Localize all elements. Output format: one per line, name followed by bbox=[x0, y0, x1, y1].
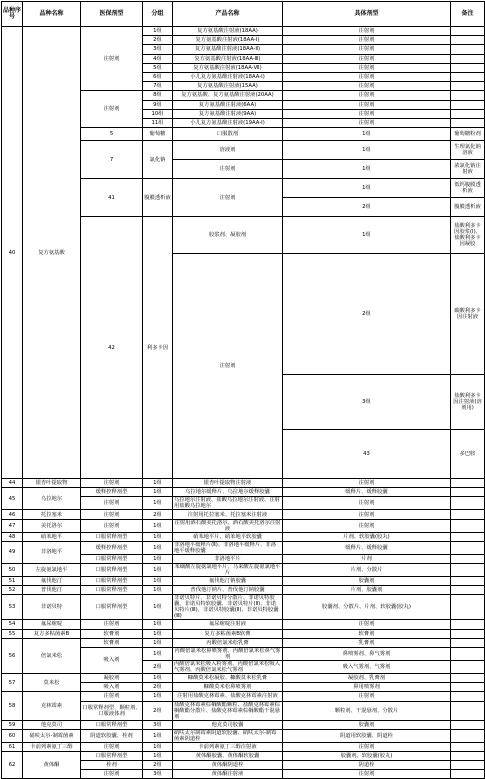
header-row bbox=[2, 2, 485, 27]
table-cell: 普伐他汀 bbox=[23, 586, 81, 595]
table-cell: 胶囊剂 bbox=[283, 577, 451, 586]
table-row bbox=[2, 586, 485, 595]
table-cell: 注射剂 bbox=[173, 254, 283, 479]
table-row bbox=[2, 629, 485, 638]
table-cell: 注射剂 bbox=[283, 510, 451, 519]
table-cell: 61 bbox=[2, 742, 23, 751]
table-cell bbox=[451, 729, 485, 742]
table-cell bbox=[451, 701, 485, 720]
table-cell: 非洛地平 bbox=[23, 541, 81, 563]
table-cell: 盐酸克林霉素棕榈酸酯颗粒、盐酸克林霉素棕榈酸酯分散片、盐酸克林霉素棕榈酸酯干混悬剂 bbox=[173, 701, 283, 720]
table-row bbox=[2, 620, 485, 629]
table-cell: 非诺贝特片、非诺贝特分散片、非诺贝特胶囊、非诺贝特软胶囊、非诺贝特片(Ⅱ)、非诺贝特片(Ⅲ)、非诺贝特胶囊(Ⅱ)、非诺贝特胶囊(Ⅲ) bbox=[173, 595, 283, 620]
header-remarks: 备注 bbox=[451, 2, 485, 27]
table-cell: 复方氨基酸注射液(18AA) bbox=[173, 27, 283, 36]
table-cell: 多巴胺 bbox=[451, 430, 485, 479]
table-cell: 注射剂 bbox=[283, 91, 451, 100]
table-cell: 吸入气雾剂、气雾剂 bbox=[283, 660, 451, 673]
table-cell: 碳酸利多卡因注射液 bbox=[451, 254, 485, 375]
table-cell: 60 bbox=[2, 729, 23, 742]
table-cell: 注射剂 bbox=[81, 27, 143, 91]
table-row bbox=[2, 673, 485, 682]
table-cell: 注射剂 bbox=[81, 479, 143, 488]
table-cell: 51 bbox=[2, 577, 23, 586]
table-cell bbox=[451, 586, 485, 595]
table-cell: 复方氨基酸注射液(18AA-Ⅲ) bbox=[173, 54, 283, 63]
table-cell: 复方氨基酸注射液(15AA) bbox=[173, 82, 283, 91]
table-cell: 糠酸莫米松鼻喷雾剂 bbox=[173, 683, 283, 692]
table-row bbox=[2, 720, 485, 729]
table-cell: 硝呋太尔制霉素阴道软胶囊、硝呋太尔-制霉菌素阴道栓 bbox=[173, 729, 283, 742]
table-cell: 7 bbox=[81, 141, 143, 179]
table-cell: 注射剂 bbox=[283, 118, 451, 127]
table-cell: 糠酸莫米松凝胶、糠酸莫米松乳膏 bbox=[173, 673, 283, 682]
table-cell: 丙酸倍氯米松吸入粉雾剂、丙酸倍氯米松吸入气雾剂、丙酸倍氯米松气雾剂 bbox=[173, 660, 283, 673]
table-cell bbox=[451, 45, 485, 54]
header-group: 分组 bbox=[143, 2, 173, 27]
table-cell bbox=[451, 109, 485, 118]
table-cell: 黄体酮 bbox=[23, 751, 81, 779]
table-cell: 1组 bbox=[143, 742, 173, 751]
table-cell bbox=[451, 620, 485, 629]
table-cell bbox=[451, 510, 485, 519]
table-cell: 58 bbox=[2, 692, 23, 720]
table-cell: 美托洛尔 bbox=[23, 519, 81, 532]
table-cell bbox=[451, 647, 485, 660]
table-cell: 50 bbox=[2, 564, 23, 577]
table-cell: 注射剂 bbox=[283, 497, 451, 510]
table-row bbox=[2, 479, 485, 488]
table-cell: 1组 bbox=[143, 479, 173, 488]
table-cell: 1组 bbox=[143, 629, 173, 638]
table-row bbox=[2, 742, 485, 751]
table-cell: 1组 bbox=[143, 541, 173, 554]
table-cell: 口服常释剂型 bbox=[81, 720, 143, 729]
table-cell: 45 bbox=[2, 488, 23, 510]
table-cell: 2组 bbox=[143, 660, 173, 673]
table-cell: 腹膜透析液 bbox=[143, 179, 173, 217]
table-cell bbox=[451, 595, 485, 620]
table-cell: 8组 bbox=[143, 91, 173, 100]
table-cell bbox=[451, 54, 485, 63]
table-cell: 1组 bbox=[143, 729, 173, 742]
table-cell bbox=[451, 761, 485, 770]
table-cell bbox=[451, 770, 485, 779]
table-cell: 注射剂 bbox=[283, 519, 451, 532]
table-cell: 口服常释剂型 bbox=[81, 554, 143, 563]
table-cell: 2组 bbox=[143, 701, 173, 720]
table-cell: 氟尿嘧啶注射液 bbox=[173, 620, 283, 629]
table-cell: 复方多粘菌素B软膏 bbox=[173, 629, 283, 638]
table-cell: 口服常释剂型 bbox=[81, 595, 143, 620]
table-cell bbox=[451, 82, 485, 91]
table-row bbox=[2, 564, 485, 577]
table-body bbox=[2, 27, 485, 779]
table-cell: 阴道软胶囊、栓剂 bbox=[81, 729, 143, 742]
table-cell: 1组 bbox=[143, 620, 173, 629]
table-row bbox=[2, 488, 485, 497]
table-cell: 注射剂 bbox=[81, 770, 143, 779]
table-cell: 口服常释剂型 bbox=[81, 577, 143, 586]
table-cell: 1组 bbox=[143, 488, 173, 497]
table-cell: 注射剂 bbox=[283, 479, 451, 488]
table-cell: 倍氯米松 bbox=[23, 638, 81, 673]
table-cell: 10组 bbox=[143, 109, 173, 118]
table-cell bbox=[451, 36, 485, 45]
table-row bbox=[2, 729, 485, 742]
table-cell: 莫米松 bbox=[23, 673, 81, 691]
table-cell: 56 bbox=[2, 638, 23, 673]
table-cell bbox=[451, 629, 485, 638]
table-cell: 1组 bbox=[143, 27, 173, 36]
table-cell: 丙酸倍氯米松鼻喷雾剂、丙酸倍氯米松鼻气雾剂 bbox=[173, 647, 283, 660]
table-cell: 非洛地平缓释片(Ⅱ)、非洛地平缓释片、非洛地平缓释胶囊 bbox=[173, 541, 283, 554]
table-cell: 黄体酮注射液 bbox=[173, 770, 283, 779]
table-cell: 片剂 bbox=[283, 554, 451, 563]
table-cell: 阴道栓 bbox=[283, 761, 451, 770]
table-row bbox=[2, 595, 485, 620]
table-cell: 57 bbox=[2, 673, 23, 691]
table-cell: 硝苯地平片、硝苯地平软胶囊 bbox=[173, 532, 283, 541]
table-cell bbox=[451, 118, 485, 127]
table-cell: 非洛地平片 bbox=[173, 554, 283, 563]
table-cell: 软膏剂 bbox=[81, 629, 143, 638]
table-cell: 48 bbox=[2, 532, 23, 541]
table-cell: 3组 bbox=[283, 375, 451, 430]
table-cell: 注射剂 bbox=[283, 54, 451, 63]
table-cell: 腹膜透析液 bbox=[451, 198, 485, 217]
table-cell: 注射剂 bbox=[283, 72, 451, 81]
table-cell: 4组 bbox=[143, 54, 173, 63]
table-row bbox=[2, 638, 485, 647]
table-cell: 卡前列素氨丁三醇 bbox=[23, 742, 81, 751]
table-cell: 胶囊剂、分散片、片剂、软胶囊(胶丸) bbox=[283, 595, 451, 620]
table-cell: 黄体酮阴道栓 bbox=[173, 761, 283, 770]
table-cell: 口服常释剂型 bbox=[81, 532, 143, 541]
table-cell: 吸入剂 bbox=[81, 683, 143, 692]
table-cell: 1组 bbox=[143, 673, 173, 682]
table-cell: 片剂、胶囊剂 bbox=[283, 586, 451, 595]
table-cell: 复方多粘菌素B bbox=[23, 629, 81, 638]
table-cell: 非诺贝特 bbox=[23, 595, 81, 620]
table-cell: 口服常释剂型 bbox=[81, 586, 143, 595]
table-cell bbox=[451, 63, 485, 72]
table-cell: 吸入剂 bbox=[81, 647, 143, 673]
table-cell: 49 bbox=[2, 541, 23, 563]
table-cell bbox=[451, 751, 485, 760]
table-cell: 2组 bbox=[283, 254, 451, 375]
table-cell bbox=[451, 564, 485, 577]
table-cell: 1组 bbox=[143, 586, 173, 595]
table-cell: 43 bbox=[283, 430, 451, 479]
table-cell: 44 bbox=[2, 479, 23, 488]
table-cell: 卡前列素氨丁三醇注射液 bbox=[173, 742, 283, 751]
table-cell: 1组 bbox=[143, 519, 173, 532]
table-cell bbox=[451, 100, 485, 109]
table-cell: 6组 bbox=[143, 72, 173, 81]
table-cell: 复方氨基酸 bbox=[23, 27, 81, 479]
table-cell: 注射剂 bbox=[173, 179, 283, 217]
table-cell: 软膏剂 bbox=[81, 638, 143, 647]
table-cell: 硝苯地平 bbox=[23, 532, 81, 541]
table-cell: 1组 bbox=[143, 554, 173, 563]
table-cell: 复方氨基酸注射液(6AA) bbox=[173, 100, 283, 109]
table-cell: 2组 bbox=[143, 36, 173, 45]
table-cell: 小儿复方氨基酸注射液(18AA-Ⅰ) bbox=[173, 72, 283, 81]
table-cell: 盐酸利多卡因注射液(溶剂用) bbox=[451, 375, 485, 430]
header-product-name: 产品名称 bbox=[173, 2, 283, 27]
table-cell bbox=[451, 519, 485, 532]
table-cell: 栓剂 bbox=[81, 761, 143, 770]
table-cell: 口服常释剂型、颗粒剂、口服液体剂 bbox=[81, 701, 143, 720]
table-cell: 他克莫司 bbox=[23, 720, 81, 729]
table-cell: 2组 bbox=[143, 761, 173, 770]
table-cell: 乌拉地尔缓释片、乌拉地尔缓释胶囊 bbox=[173, 488, 283, 497]
header-insurance-dosage-form: 医保剂型 bbox=[81, 2, 143, 27]
table-cell: 1组 bbox=[143, 577, 173, 586]
table-cell: 凝胶剂、乳膏剂 bbox=[283, 673, 451, 682]
table-cell: 缓释控释剂型 bbox=[81, 541, 143, 554]
table-cell: 2组 bbox=[143, 510, 173, 519]
table-cell: 注射用酒石酸美托洛尔、酒石酸美托洛尔注射液 bbox=[173, 519, 283, 532]
table-cell: 注射剂 bbox=[173, 160, 283, 179]
table-cell: 5组 bbox=[143, 63, 173, 72]
table-cell: 1组 bbox=[143, 647, 173, 660]
table-cell bbox=[451, 638, 485, 647]
table-cell bbox=[451, 91, 485, 100]
table-cell: 9组 bbox=[143, 100, 173, 109]
drug-catalog-table bbox=[1, 1, 485, 779]
table-cell: 55 bbox=[2, 629, 23, 638]
table-cell: 他克莫司胶囊 bbox=[173, 720, 283, 729]
table-cell: 口服常释剂型 bbox=[81, 564, 143, 577]
table-cell: 注射剂 bbox=[81, 692, 143, 701]
table-row bbox=[2, 27, 485, 36]
table-cell: 缓释控释剂型 bbox=[81, 488, 143, 497]
table-cell: 注射剂 bbox=[81, 91, 143, 128]
table-cell bbox=[451, 479, 485, 488]
table-cell: 复方氨基酸注射液(9AA) bbox=[173, 109, 283, 118]
table-cell: 氟尿嘧啶 bbox=[23, 620, 81, 629]
table-cell: 59 bbox=[2, 720, 23, 729]
table-cell: 注射剂 bbox=[81, 620, 143, 629]
table-cell: 1组 bbox=[143, 751, 173, 760]
table-cell: 42 bbox=[81, 217, 143, 479]
table-cell: 11组 bbox=[143, 118, 173, 127]
table-cell: 丙酸倍氯米松乳膏 bbox=[173, 638, 283, 647]
table-cell: 复方氨基酸注射液(18AA-Ⅱ) bbox=[173, 45, 283, 54]
table-cell: 银杏叶提取物注射液 bbox=[173, 479, 283, 488]
table-cell: 3组 bbox=[143, 45, 173, 54]
table-cell: 54 bbox=[2, 620, 23, 629]
table-cell: 1组 bbox=[283, 179, 451, 198]
table-cell: 注射剂 bbox=[283, 27, 451, 36]
table-cell: 1组 bbox=[143, 638, 173, 647]
table-cell bbox=[451, 72, 485, 81]
table-cell: 复方氨基酸注射液(18AA-Ⅰ) bbox=[173, 36, 283, 45]
table-cell: 1组 bbox=[283, 160, 451, 179]
table-cell bbox=[451, 720, 485, 729]
table-cell: 左旋氨氯地平 bbox=[23, 564, 81, 577]
table-cell: 葡萄糖粉剂 bbox=[451, 128, 485, 141]
table-cell bbox=[451, 673, 485, 682]
table-cell: 胶囊剂 bbox=[283, 720, 451, 729]
table-cell: 46 bbox=[2, 510, 23, 519]
table-cell: 41 bbox=[81, 179, 143, 217]
table-cell: 硝呋太尔-制霉菌素 bbox=[23, 729, 81, 742]
table-cell: 复方氨基酸、复方氨基酸注射液(20AA) bbox=[173, 91, 283, 100]
table-cell: 普伐他汀钠片、普伐他汀钠胶囊 bbox=[173, 586, 283, 595]
table-cell: 2组 bbox=[283, 198, 451, 217]
table-cell: 盐酸利多卡因胶浆(Ⅰ)、盐酸利多卡因凝胶 bbox=[451, 217, 485, 254]
table-cell: 1组 bbox=[143, 532, 173, 541]
table-cell: 注射剂 bbox=[283, 100, 451, 109]
table-cell: 黄体酮胶囊、黄体酮软胶囊 bbox=[173, 751, 283, 760]
table-cell: 1组 bbox=[283, 141, 451, 160]
table-cell: 软膏剂 bbox=[283, 629, 451, 638]
table-cell bbox=[451, 683, 485, 692]
table-cell: 浓氯化钠注射液 bbox=[451, 160, 485, 179]
table-cell: 注射剂 bbox=[81, 519, 143, 532]
table-row bbox=[2, 510, 485, 519]
table-cell: 47 bbox=[2, 519, 23, 532]
table-cell: 氯化钠 bbox=[143, 141, 173, 179]
table-cell: 1组 bbox=[283, 128, 451, 141]
table-cell: 7组 bbox=[143, 82, 173, 91]
table-cell: 颗粒剂、干混悬剂、分散片 bbox=[283, 701, 451, 720]
table-cell: 1组 bbox=[283, 217, 451, 254]
table-cell bbox=[451, 541, 485, 554]
table-row bbox=[2, 519, 485, 532]
table-cell: 注射剂 bbox=[283, 109, 451, 118]
table-cell: 凝胶剂 bbox=[81, 673, 143, 682]
table-cell: 利多卡因 bbox=[143, 217, 173, 479]
table-cell: 1组 bbox=[143, 692, 173, 701]
table-cell bbox=[451, 577, 485, 586]
table-cell: 注射剂 bbox=[283, 45, 451, 54]
table-cell: 阴道用软胶囊、阴道栓 bbox=[283, 729, 451, 742]
table-row bbox=[2, 751, 485, 760]
table-cell bbox=[451, 660, 485, 673]
header-specific-dosage-form: 具体剂型 bbox=[283, 2, 451, 27]
table-cell: 3组 bbox=[143, 770, 173, 779]
table-row bbox=[2, 692, 485, 701]
table-cell: 片剂、分散片 bbox=[283, 564, 451, 577]
table-cell: 注射用托拉塞米、托拉塞米注射液 bbox=[173, 510, 283, 519]
table-cell: 生理氯化钠溶液 bbox=[451, 141, 485, 160]
table-cell: 氟伐他汀钠胶囊 bbox=[173, 577, 283, 586]
table-cell: 1组 bbox=[143, 497, 173, 510]
table-cell: 3组 bbox=[143, 720, 173, 729]
table-cell: 52 bbox=[2, 586, 23, 595]
table-cell: 乌拉地尔注射液、盐酸乌拉地尔注射液、注射用盐酸乌拉地尔 bbox=[173, 497, 283, 510]
table-cell: 注射剂 bbox=[283, 620, 451, 629]
table-cell: 氟伐他汀 bbox=[23, 577, 81, 586]
table-cell: 托拉塞米 bbox=[23, 510, 81, 519]
table-cell: 复方氨基酸注射液(18AA-Ⅶ) bbox=[173, 63, 283, 72]
table-cell: 5 bbox=[81, 128, 143, 141]
table-cell: 鼻用喷雾剂 bbox=[283, 683, 451, 692]
table-cell: 注射用盐酸克林霉素、盐酸克林霉素注射液 bbox=[173, 692, 283, 701]
table-cell: 缓释片、缓释胶囊 bbox=[283, 488, 451, 497]
table-cell: 62 bbox=[2, 751, 23, 779]
table-cell: 苯磺酸左旋氨氯地平片、马来酸左旋氨氯地平片 bbox=[173, 564, 283, 577]
table-cell: 口服常释剂型 bbox=[81, 751, 143, 760]
header-variety-name: 品种名称 bbox=[23, 2, 81, 27]
table-cell: 注射剂 bbox=[283, 63, 451, 72]
table-cell bbox=[451, 532, 485, 541]
table-cell: 胶浆剂、凝胶剂 bbox=[173, 217, 283, 254]
table-cell: 小儿复方氨基酸注射液(19AA-Ⅰ) bbox=[173, 118, 283, 127]
table-cell: 40 bbox=[2, 27, 23, 479]
table-cell: 注射剂 bbox=[81, 742, 143, 751]
table-cell bbox=[451, 742, 485, 751]
table-cell: 1组 bbox=[143, 595, 173, 620]
header-seq: 品种序号 bbox=[2, 2, 23, 27]
table-cell: 鼻喷雾剂、鼻气雾剂 bbox=[283, 647, 451, 660]
table-cell: 银杏叶提取物 bbox=[23, 479, 81, 488]
table-cell: 注射剂 bbox=[81, 497, 143, 510]
table-cell: 53 bbox=[2, 595, 23, 620]
table-cell: 1组 bbox=[143, 564, 173, 577]
table-row bbox=[2, 577, 485, 586]
table-cell bbox=[451, 497, 485, 510]
table-cell: 葡萄糖 bbox=[143, 128, 173, 141]
table-cell: 注射剂 bbox=[283, 742, 451, 751]
table-cell: 注射剂 bbox=[81, 510, 143, 519]
table-cell bbox=[451, 27, 485, 36]
table-cell: 片剂、软胶囊(胶丸) bbox=[283, 532, 451, 541]
table-cell: 注射剂 bbox=[283, 770, 451, 779]
table-cell bbox=[451, 692, 485, 701]
table-row bbox=[2, 532, 485, 541]
table-cell bbox=[451, 554, 485, 563]
table-cell: 低钙腹膜透析液 bbox=[451, 179, 485, 198]
table-cell: 克林霉素 bbox=[23, 692, 81, 720]
table-cell: 注射剂 bbox=[283, 82, 451, 91]
table-cell: 溶液剂 bbox=[173, 141, 283, 160]
table-cell bbox=[451, 488, 485, 497]
table-cell: 口服散剂 bbox=[173, 128, 283, 141]
table-cell: 乌拉地尔 bbox=[23, 488, 81, 510]
table-cell: 注射剂 bbox=[283, 36, 451, 45]
table-cell: 2组 bbox=[143, 683, 173, 692]
table-cell: 注射剂 bbox=[283, 692, 451, 701]
table-row bbox=[2, 541, 485, 554]
table-cell: 乳膏剂 bbox=[283, 638, 451, 647]
table-cell: 胶囊剂、软胶囊(胶丸) bbox=[283, 751, 451, 760]
table-cell: 缓释片、缓释胶囊 bbox=[283, 541, 451, 554]
